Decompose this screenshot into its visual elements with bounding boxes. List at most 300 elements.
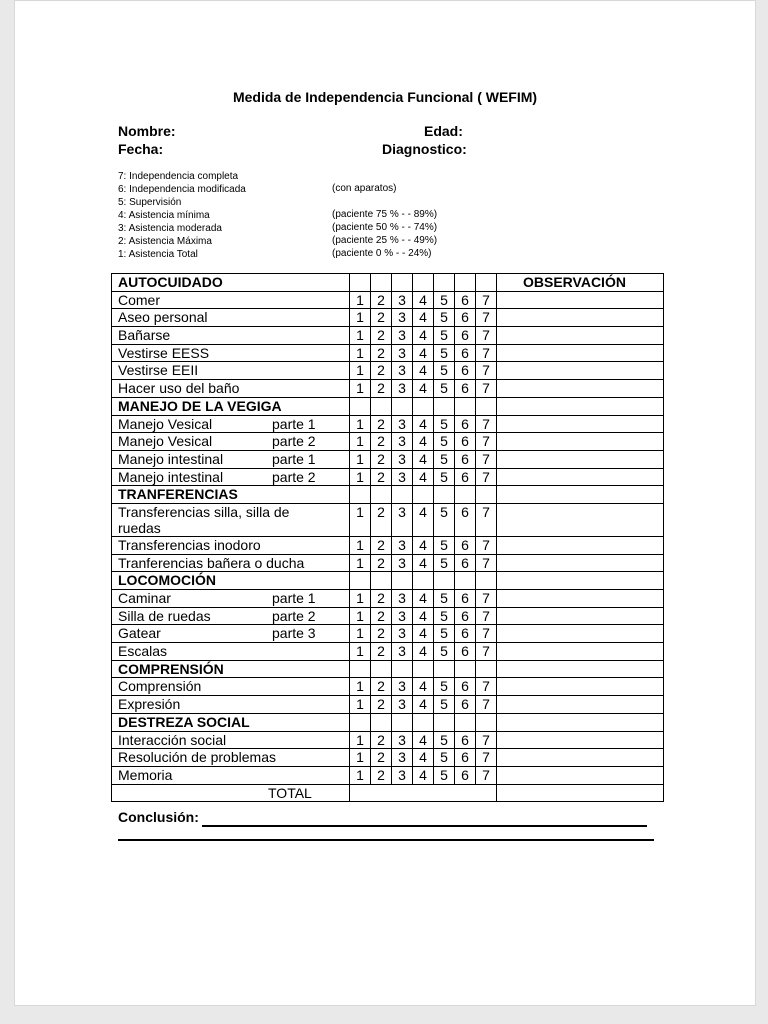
diagnostico-label: Diagnostico: <box>382 141 467 157</box>
observation-cell[interactable] <box>497 362 664 380</box>
parte-label: parte 3 <box>272 625 316 642</box>
score-option[interactable]: 1 <box>350 731 371 749</box>
empty-score-cell <box>413 486 434 504</box>
fecha-label: Fecha: <box>118 141 164 157</box>
score-option[interactable]: 1 <box>350 678 371 696</box>
item-name-cell <box>112 327 350 345</box>
item-label: Comer <box>118 291 161 308</box>
item-label: Silla de ruedas <box>118 607 211 624</box>
observation-cell[interactable] <box>497 468 664 486</box>
score-option[interactable]: 2 <box>371 309 392 327</box>
section-title: AUTOCUIDADO <box>112 274 350 292</box>
empty-score-cell <box>413 660 434 678</box>
score-option[interactable]: 3 <box>392 344 413 362</box>
observation-cell[interactable] <box>497 678 664 696</box>
score-option[interactable]: 1 <box>350 696 371 714</box>
score-option[interactable]: 2 <box>371 590 392 608</box>
table-row <box>112 607 664 625</box>
score-option[interactable]: 2 <box>371 344 392 362</box>
empty-score-cell <box>371 713 392 731</box>
item-name-cell <box>112 433 350 451</box>
observation-cell[interactable] <box>497 309 664 327</box>
score-option[interactable]: 2 <box>371 380 392 398</box>
score-option[interactable]: 2 <box>371 766 392 784</box>
score-option[interactable]: 6 <box>455 643 476 661</box>
item-name-cell <box>112 554 350 572</box>
score-option[interactable]: 3 <box>392 309 413 327</box>
score-option[interactable]: 3 <box>392 536 413 554</box>
score-option[interactable]: 3 <box>392 696 413 714</box>
score-option[interactable]: 2 <box>371 554 392 572</box>
parte-label: parte 2 <box>272 607 316 624</box>
legend-note: (paciente 25 % - - 49%) <box>332 235 438 246</box>
item-label: Expresión <box>118 696 181 713</box>
empty-score-cell <box>476 486 497 504</box>
score-option[interactable]: 4 <box>413 749 434 767</box>
score-option[interactable]: 7 <box>476 503 497 536</box>
score-option[interactable]: 1 <box>350 554 371 572</box>
table-row <box>112 536 664 554</box>
empty-score-cell <box>371 486 392 504</box>
score-option[interactable]: 4 <box>413 696 434 714</box>
observation-cell[interactable] <box>497 766 664 784</box>
observation-cell[interactable] <box>497 731 664 749</box>
score-option[interactable]: 1 <box>350 766 371 784</box>
score-option[interactable]: 1 <box>350 362 371 380</box>
score-option[interactable]: 5 <box>434 554 455 572</box>
score-option[interactable]: 5 <box>434 380 455 398</box>
score-option[interactable]: 7 <box>476 362 497 380</box>
empty-score-cell <box>476 713 497 731</box>
item-name-cell <box>112 362 350 380</box>
score-option[interactable]: 6 <box>455 503 476 536</box>
empty-score-cell <box>434 397 455 415</box>
empty-score-cell <box>392 397 413 415</box>
item-label: Resolución de problemas <box>118 749 276 766</box>
item-label: Escalas <box>118 643 168 660</box>
score-option[interactable]: 3 <box>392 380 413 398</box>
empty-score-cell <box>455 274 476 292</box>
score-option[interactable]: 3 <box>392 731 413 749</box>
observation-cell[interactable] <box>497 486 664 504</box>
observation-cell[interactable] <box>497 503 664 536</box>
score-option[interactable]: 4 <box>413 625 434 643</box>
score-option[interactable]: 1 <box>350 450 371 468</box>
score-option[interactable]: 7 <box>476 766 497 784</box>
score-option[interactable]: 7 <box>476 554 497 572</box>
score-option[interactable]: 5 <box>434 731 455 749</box>
score-option[interactable]: 6 <box>455 678 476 696</box>
score-option[interactable]: 4 <box>413 607 434 625</box>
score-option[interactable]: 1 <box>350 380 371 398</box>
score-option[interactable]: 3 <box>392 625 413 643</box>
score-option[interactable]: 4 <box>413 766 434 784</box>
observation-cell[interactable] <box>497 607 664 625</box>
score-option[interactable]: 4 <box>413 731 434 749</box>
score-option[interactable]: 2 <box>371 643 392 661</box>
score-option[interactable]: 2 <box>371 731 392 749</box>
score-option[interactable]: 2 <box>371 468 392 486</box>
score-option[interactable]: 6 <box>455 468 476 486</box>
score-option[interactable]: 1 <box>350 643 371 661</box>
score-option[interactable]: 3 <box>392 766 413 784</box>
score-option[interactable]: 4 <box>413 327 434 345</box>
empty-score-cell <box>392 274 413 292</box>
empty-score-cell <box>434 713 455 731</box>
item-label: Memoria <box>118 766 173 783</box>
score-option[interactable]: 6 <box>455 362 476 380</box>
score-option[interactable]: 6 <box>455 625 476 643</box>
score-option[interactable]: 3 <box>392 590 413 608</box>
score-option[interactable]: 7 <box>476 536 497 554</box>
score-option[interactable]: 1 <box>350 607 371 625</box>
score-option[interactable]: 1 <box>350 625 371 643</box>
observation-cell[interactable] <box>497 415 664 433</box>
item-label: Vestirse EESS <box>118 344 210 361</box>
observation-cell[interactable] <box>497 590 664 608</box>
score-option[interactable]: 5 <box>434 766 455 784</box>
score-option[interactable]: 2 <box>371 291 392 309</box>
parte-label: parte 1 <box>272 590 316 606</box>
score-option[interactable]: 4 <box>413 309 434 327</box>
legend-item: 2: Asistencia Máxima <box>118 236 212 247</box>
score-option[interactable]: 6 <box>455 749 476 767</box>
item-label: Interacción social <box>118 731 227 748</box>
score-option[interactable]: 7 <box>476 678 497 696</box>
item-name-cell <box>112 450 350 468</box>
empty-score-cell <box>371 572 392 590</box>
score-option[interactable]: 5 <box>434 696 455 714</box>
score-option[interactable]: 2 <box>371 415 392 433</box>
empty-score-cell <box>371 660 392 678</box>
score-option[interactable]: 2 <box>371 433 392 451</box>
score-option[interactable]: 7 <box>476 468 497 486</box>
item-label: Hacer uso del baño <box>118 380 240 397</box>
score-option[interactable]: 3 <box>392 327 413 345</box>
score-option[interactable]: 5 <box>434 643 455 661</box>
item-name-cell <box>112 536 350 554</box>
table-row <box>112 643 664 661</box>
item-label: Transferencias inodoro <box>118 536 261 553</box>
score-option[interactable]: 5 <box>434 678 455 696</box>
score-option[interactable]: 3 <box>392 554 413 572</box>
score-option[interactable]: 5 <box>434 433 455 451</box>
score-option[interactable]: 4 <box>413 380 434 398</box>
score-option[interactable]: 6 <box>455 696 476 714</box>
section-row <box>112 486 664 504</box>
score-option[interactable]: 1 <box>350 433 371 451</box>
empty-score-cell <box>455 486 476 504</box>
table-row <box>112 678 664 696</box>
observation-cell[interactable] <box>497 625 664 643</box>
score-option[interactable]: 7 <box>476 643 497 661</box>
observation-cell[interactable] <box>497 291 664 309</box>
legend-item: 1: Asistencia Total <box>118 249 198 260</box>
empty-score-cell <box>350 486 371 504</box>
empty-score-cell <box>434 572 455 590</box>
score-option[interactable]: 7 <box>476 344 497 362</box>
score-option[interactable]: 7 <box>476 625 497 643</box>
score-option[interactable]: 7 <box>476 590 497 608</box>
score-option[interactable]: 5 <box>434 415 455 433</box>
score-option[interactable]: 4 <box>413 554 434 572</box>
score-option[interactable]: 7 <box>476 291 497 309</box>
score-option[interactable]: 4 <box>413 643 434 661</box>
score-option[interactable]: 3 <box>392 678 413 696</box>
item-label: Manejo intestinal <box>118 450 224 467</box>
score-option[interactable]: 5 <box>434 291 455 309</box>
empty-score-cell <box>413 572 434 590</box>
parte-label: parte 2 <box>272 433 316 450</box>
score-option[interactable]: 1 <box>350 590 371 608</box>
item-label: Caminar <box>118 590 171 606</box>
score-option[interactable]: 4 <box>413 450 434 468</box>
empty-score-cell <box>350 397 371 415</box>
score-option[interactable]: 5 <box>434 503 455 536</box>
score-option[interactable]: 3 <box>392 749 413 767</box>
observation-cell[interactable] <box>497 397 664 415</box>
empty-score-cell <box>350 572 371 590</box>
section-title: TRANFERENCIAS <box>112 486 350 504</box>
score-option[interactable]: 6 <box>455 291 476 309</box>
item-name-cell <box>112 468 350 486</box>
score-option[interactable]: 5 <box>434 450 455 468</box>
score-option[interactable]: 3 <box>392 291 413 309</box>
table-row <box>112 766 664 784</box>
score-option[interactable]: 3 <box>392 450 413 468</box>
score-option[interactable]: 1 <box>350 344 371 362</box>
edad-label: Edad: <box>424 123 463 139</box>
item-name-cell <box>112 766 350 784</box>
score-option[interactable]: 4 <box>413 678 434 696</box>
score-option[interactable]: 4 <box>413 433 434 451</box>
score-option[interactable]: 6 <box>455 433 476 451</box>
item-label: Aseo personal <box>118 309 208 326</box>
score-option[interactable]: 2 <box>371 749 392 767</box>
section-title: DESTREZA SOCIAL <box>112 713 350 731</box>
item-label: Comprensión <box>118 678 202 695</box>
score-option[interactable]: 3 <box>392 362 413 380</box>
score-option[interactable]: 7 <box>476 731 497 749</box>
empty-score-cell <box>371 397 392 415</box>
legend-note: (paciente 75 % - - 89%) <box>332 209 438 220</box>
score-option[interactable]: 6 <box>455 450 476 468</box>
observation-cell[interactable] <box>497 572 664 590</box>
score-option[interactable]: 6 <box>455 415 476 433</box>
empty-score-cell <box>392 713 413 731</box>
score-option[interactable]: 3 <box>392 468 413 486</box>
total-label: TOTAL <box>112 784 350 802</box>
section-title: COMPRENSIÓN <box>112 660 350 678</box>
score-option[interactable]: 4 <box>413 415 434 433</box>
score-option[interactable]: 7 <box>476 450 497 468</box>
score-option[interactable]: 5 <box>434 590 455 608</box>
score-option[interactable]: 5 <box>434 327 455 345</box>
score-option[interactable]: 4 <box>413 536 434 554</box>
score-option[interactable]: 6 <box>455 554 476 572</box>
empty-score-cell <box>392 572 413 590</box>
score-option[interactable]: 1 <box>350 327 371 345</box>
score-option[interactable]: 1 <box>350 749 371 767</box>
score-option[interactable]: 2 <box>371 327 392 345</box>
score-option[interactable]: 5 <box>434 625 455 643</box>
score-option[interactable]: 5 <box>434 468 455 486</box>
score-option[interactable]: 1 <box>350 468 371 486</box>
item-label: Manejo Vesical <box>118 433 213 450</box>
section-title: MANEJO DE LA VEGIGA <box>112 397 350 415</box>
observation-cell[interactable] <box>497 344 664 362</box>
score-option[interactable]: 2 <box>371 450 392 468</box>
score-option[interactable]: 5 <box>434 749 455 767</box>
empty-score-cell <box>413 397 434 415</box>
score-option[interactable]: 5 <box>434 344 455 362</box>
score-option[interactable]: 1 <box>350 291 371 309</box>
item-label: Transferencias silla, silla de <box>118 503 290 520</box>
score-option[interactable]: 4 <box>413 590 434 608</box>
score-option[interactable]: 3 <box>392 433 413 451</box>
observation-cell[interactable] <box>497 380 664 398</box>
table-row <box>112 468 664 486</box>
score-option[interactable]: 2 <box>371 607 392 625</box>
item-label: Gatear <box>118 625 161 642</box>
score-option[interactable]: 6 <box>455 590 476 608</box>
section-row <box>112 713 664 731</box>
item-label: Vestirse EEII <box>118 362 199 379</box>
score-option[interactable]: 6 <box>455 309 476 327</box>
observation-cell[interactable] <box>497 660 664 678</box>
empty-score-cell <box>392 486 413 504</box>
score-option[interactable]: 7 <box>476 327 497 345</box>
observation-cell[interactable] <box>497 554 664 572</box>
score-option[interactable]: 7 <box>476 607 497 625</box>
score-option[interactable]: 2 <box>371 696 392 714</box>
legend-item: 5: Supervisión <box>118 197 182 208</box>
empty-score-cell <box>455 660 476 678</box>
parte-label: parte 2 <box>272 468 316 485</box>
table-row <box>112 362 664 380</box>
observation-cell[interactable] <box>497 749 664 767</box>
score-option[interactable]: 5 <box>434 362 455 380</box>
score-option[interactable]: 4 <box>413 291 434 309</box>
score-option[interactable]: 2 <box>371 678 392 696</box>
score-option[interactable]: 7 <box>476 415 497 433</box>
score-option[interactable]: 1 <box>350 415 371 433</box>
score-option[interactable]: 7 <box>476 749 497 767</box>
section-title: LOCOMOCIÓN <box>112 572 350 590</box>
legend-item: 7: Independencia completa <box>118 171 239 182</box>
item-name-cell <box>112 590 350 608</box>
observation-cell[interactable] <box>497 450 664 468</box>
table-row <box>112 433 664 451</box>
score-option[interactable]: 3 <box>392 415 413 433</box>
item-name-cell <box>112 380 350 398</box>
item-name-cell <box>112 749 350 767</box>
item-name-cell <box>112 643 350 661</box>
item-name-cell <box>112 625 350 643</box>
parte-label: parte 1 <box>272 450 316 467</box>
item-name-cell <box>112 291 350 309</box>
conclusion-line-2[interactable] <box>118 839 654 841</box>
section-row <box>112 397 664 415</box>
score-option[interactable]: 1 <box>350 536 371 554</box>
score-option[interactable]: 3 <box>392 643 413 661</box>
observation-cell[interactable] <box>497 696 664 714</box>
observation-cell[interactable] <box>497 713 664 731</box>
score-option[interactable]: 6 <box>455 536 476 554</box>
score-option[interactable]: 5 <box>434 607 455 625</box>
item-label: Tranferencias bañera o ducha <box>118 554 305 571</box>
score-option[interactable]: 3 <box>392 607 413 625</box>
item-label: Manejo Vesical <box>118 415 213 432</box>
score-option[interactable]: 6 <box>455 766 476 784</box>
table-row <box>112 344 664 362</box>
score-option[interactable]: 6 <box>455 327 476 345</box>
observation-cell[interactable] <box>497 643 664 661</box>
empty-score-cell <box>350 660 371 678</box>
empty-score-cell <box>476 660 497 678</box>
section-row <box>112 660 664 678</box>
observation-cell[interactable] <box>497 433 664 451</box>
score-option[interactable]: 2 <box>371 625 392 643</box>
section-row <box>112 274 664 292</box>
score-option[interactable]: 2 <box>371 362 392 380</box>
score-option[interactable]: 1 <box>350 309 371 327</box>
empty-score-cell <box>434 486 455 504</box>
score-option[interactable]: 4 <box>413 362 434 380</box>
table-row <box>112 291 664 309</box>
item-name-cell <box>112 731 350 749</box>
total-row <box>112 784 664 802</box>
score-option[interactable]: 4 <box>413 468 434 486</box>
form-title: Medida de Independencia Funcional ( WEFIM) <box>232 89 538 105</box>
score-option[interactable]: 2 <box>371 536 392 554</box>
score-option[interactable]: 6 <box>455 731 476 749</box>
score-option[interactable]: 6 <box>455 380 476 398</box>
item-name-cell <box>112 607 350 625</box>
score-option[interactable]: 2 <box>371 503 392 536</box>
observation-cell[interactable] <box>497 784 664 802</box>
table-row <box>112 731 664 749</box>
score-option[interactable]: 1 <box>350 503 371 536</box>
conclusion-line-1[interactable] <box>202 825 647 827</box>
empty-score-cell <box>434 274 455 292</box>
empty-score-cell <box>350 274 371 292</box>
table-row <box>112 554 664 572</box>
score-option[interactable]: 7 <box>476 309 497 327</box>
score-option[interactable]: 4 <box>413 503 434 536</box>
score-option[interactable]: 7 <box>476 433 497 451</box>
score-option[interactable]: 3 <box>392 503 413 536</box>
item-label: Bañarse <box>118 327 171 344</box>
score-option[interactable]: 6 <box>455 344 476 362</box>
table-row <box>112 380 664 398</box>
observacion-header: OBSERVACIÓN <box>497 274 664 292</box>
score-option[interactable]: 4 <box>413 344 434 362</box>
legend-item: 4: Asistencia mínima <box>118 210 210 221</box>
observation-cell[interactable] <box>497 536 664 554</box>
score-option[interactable]: 5 <box>434 536 455 554</box>
score-option[interactable]: 5 <box>434 309 455 327</box>
total-value-cell[interactable] <box>350 784 497 802</box>
observation-cell[interactable] <box>497 327 664 345</box>
score-option[interactable]: 7 <box>476 380 497 398</box>
empty-score-cell <box>392 660 413 678</box>
item-name-cell <box>112 503 350 536</box>
score-option[interactable]: 7 <box>476 696 497 714</box>
table-row <box>112 749 664 767</box>
nombre-label: Nombre: <box>118 123 176 139</box>
score-option[interactable]: 6 <box>455 607 476 625</box>
